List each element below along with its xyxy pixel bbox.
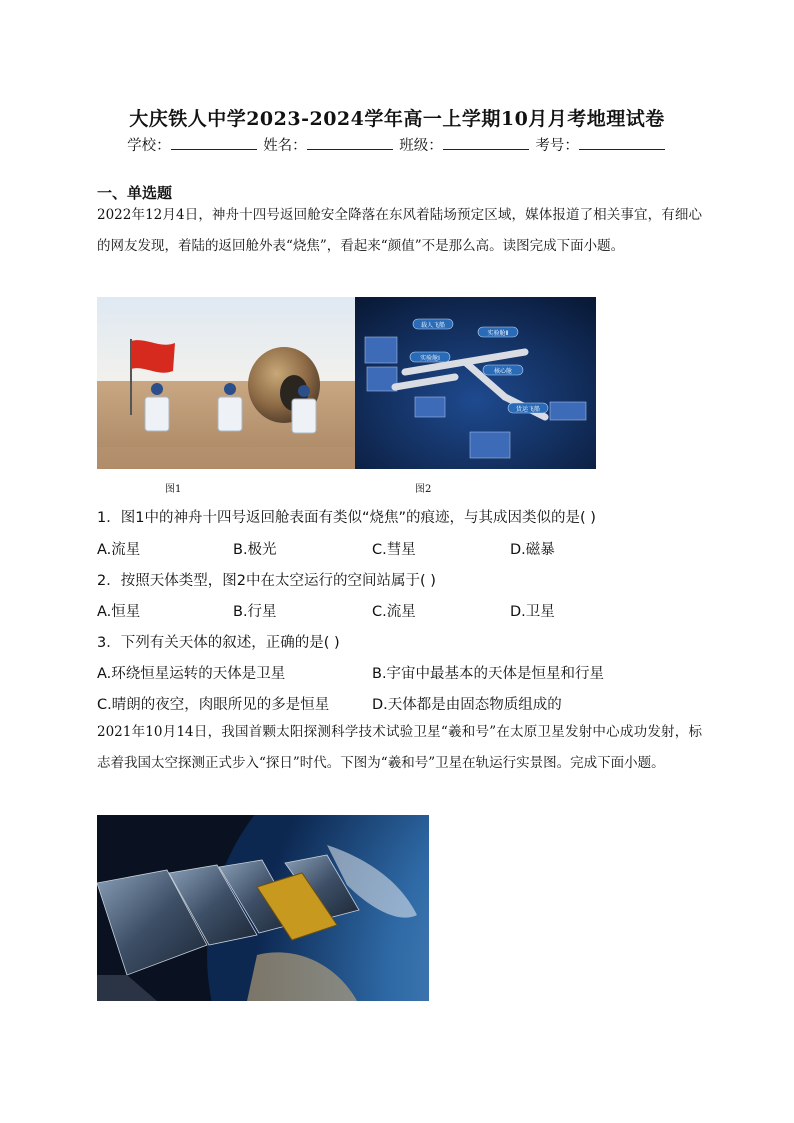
label-lab-module-1: 实验舱Ⅰ [420, 355, 440, 362]
question-3-stem: 3．下列有关天体的叙述，正确的是( ) [97, 635, 340, 651]
exam-no-blank[interactable] [579, 135, 665, 150]
q1-option-a[interactable]: A.流星 [97, 542, 141, 558]
name-label: 姓名： [263, 138, 307, 154]
school-label: 学校： [127, 138, 171, 154]
q3-option-d[interactable]: D.天体都是由固态物质组成的 [372, 697, 562, 713]
q3-option-b[interactable]: B.宇宙中最基本的天体是恒星和行星 [372, 666, 605, 682]
q1-option-d[interactable]: D.磁暴 [510, 542, 555, 558]
exam-title: 大庆铁人中学2023-2024学年高一上学期10月月考地理试卷 [129, 108, 665, 130]
satellite-photo [97, 815, 429, 1001]
q2-option-a[interactable]: A.恒星 [97, 604, 141, 620]
label-cargo-ship: 货运飞船 [515, 406, 540, 413]
q2-option-b[interactable]: B.行星 [233, 604, 277, 620]
label-lab-module-2: 实验舱Ⅱ [487, 330, 509, 337]
passage-2: 2021年10月14日，我国首颗太阳探测科学技术试验卫星“羲和号”在太原卫星发射中心成功发射，标志着我国太空探测正式步入“探日”时代。下图为“羲和号”卫星在轨运行实景图。完成下面小题。 [97, 724, 702, 771]
q2-option-c[interactable]: C.流星 [372, 604, 416, 620]
q3-option-a[interactable]: A.环绕恒星运转的天体是卫星 [97, 666, 286, 682]
section-title: 一、单选题 [97, 184, 173, 202]
school-blank[interactable] [171, 135, 257, 150]
q1-option-b[interactable]: B.极光 [233, 542, 277, 558]
label-crew-ship: 载人飞船 [420, 322, 445, 329]
question-2-stem: 2．按照天体类型，图2中在太空运行的空间站属于( ) [97, 573, 436, 589]
passage-1: 2022年12月4日，神舟十四号返回舱安全降落在东风着陆场预定区域，媒体报道了相关事宜，有细心的网友发现，着陆的返回舱外表“烧焦”，看起来“颜值”不是那么高。读图完成下面小题。 [97, 207, 702, 254]
name-blank[interactable] [307, 135, 393, 150]
figure-2-space-station [355, 297, 596, 469]
exam-no-label: 考号： [535, 138, 579, 154]
question-1-stem: 1．图1中的神舟十四号返回舱表面有类似“烧焦”的痕迹，与其成因类似的是( ) [97, 510, 596, 526]
q1-option-c[interactable]: C.彗星 [372, 542, 416, 558]
class-blank[interactable] [443, 135, 529, 150]
figure-1-caption: 图1 [165, 484, 182, 495]
q3-option-c[interactable]: C.晴朗的夜空，肉眼所见的多是恒星 [97, 697, 330, 713]
figure-1-landing-photo [97, 297, 355, 469]
figure-2-caption: 图2 [415, 484, 432, 495]
q2-option-d[interactable]: D.卫星 [510, 604, 555, 620]
class-label: 班级： [399, 138, 443, 154]
label-core-module: 核心舱 [493, 368, 512, 375]
student-info-line [0, 134, 794, 155]
